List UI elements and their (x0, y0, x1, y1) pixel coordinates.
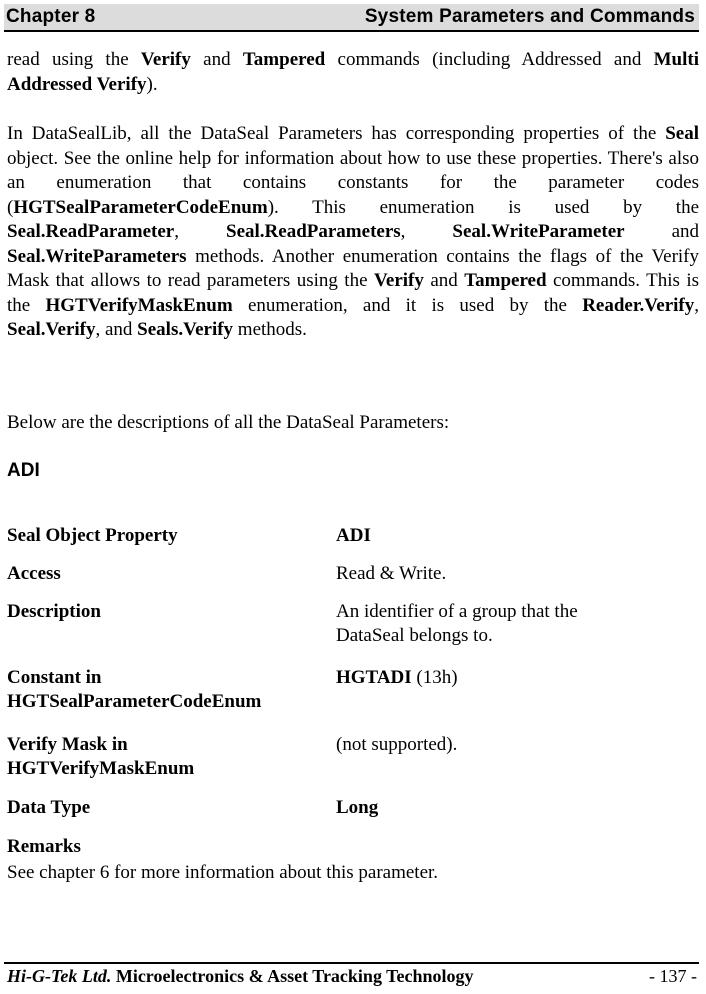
text-run: , and (95, 319, 138, 340)
property-value: ADI (336, 525, 371, 546)
property-value: Long (336, 797, 379, 818)
text-run: commands. This is the (7, 270, 700, 316)
constant-code: (13h) (411, 667, 458, 688)
paragraph-intro (7, 48, 699, 97)
term-parameter-code-enum: HGTSealParameterCodeEnum (13, 196, 268, 218)
term-verify-mask-enum: HGTVerifyMaskEnum (45, 294, 233, 316)
term-tampered: Tampered (242, 49, 326, 70)
text-run: , (400, 221, 453, 242)
company-name: Hi-G-Tek Ltd. (7, 966, 112, 986)
term-write-parameters: Seal.WriteParameters (7, 245, 187, 267)
remarks-text: See chapter 6 for more information about this parameter. (7, 862, 439, 883)
text-run: , (174, 221, 227, 242)
property-value: (not supported). (336, 734, 458, 755)
parameter-heading: ADI (7, 460, 40, 481)
term-reader-verify: Reader.Verify (582, 294, 695, 316)
remarks-heading: Remarks (7, 836, 81, 857)
term-read-parameters: Seal.ReadParameters (226, 221, 401, 242)
term-verify: Verify (140, 49, 191, 70)
chapter-label: Chapter 8 (6, 6, 96, 27)
text-run: and (423, 270, 465, 291)
page-header (4, 4, 699, 32)
text-run: , (694, 294, 699, 316)
text-run: methods. (233, 319, 307, 340)
term-tampered: Tampered (464, 270, 547, 291)
page-number: - 137 - (649, 966, 697, 986)
term-multi-addressed-verify: Multi Addressed Verify (7, 49, 700, 95)
property-value: Read & Write. (336, 563, 447, 584)
property-label: Access (7, 563, 61, 584)
term-read-parameter: Seal.ReadParameter (7, 221, 175, 242)
property-label: Data Type (7, 797, 91, 818)
text-run: and (190, 49, 243, 70)
property-label: Verify Mask in HGTVerifyMaskEnum (7, 734, 195, 779)
paragraph-dataseallib (7, 122, 699, 343)
section-title-header: System Parameters and Commands (364, 6, 695, 27)
text-run: In DataSealLib, all the DataSeal Parameters has corresponding properties of the (7, 123, 666, 144)
property-value (336, 666, 696, 690)
text-run: enumeration, and it is used by the (232, 294, 583, 316)
term-seals-verify: Seals.Verify (137, 319, 234, 340)
company-tagline: Microelectronics & Asset Tracking Technology (111, 966, 474, 986)
text-run: ). This enumeration is used by the (267, 196, 699, 218)
term-verify: Verify (373, 270, 424, 291)
property-label: Seal Object Property (7, 525, 178, 546)
constant-name: HGTADI (336, 667, 412, 688)
paragraph-descriptions-intro: Below are the descriptions of all the DataSeal Parameters: (7, 412, 450, 433)
text-run: object. See the online help for information about how to use these properties. There's also an enumeration that contains constants for the parameter codes ( (7, 147, 699, 218)
property-label: Description (7, 601, 101, 622)
term-seal: Seal (665, 123, 699, 144)
text-run: methods. Another enumeration contains the flags of the Verify Mask that allows to read parameters using the (7, 245, 699, 291)
footer-divider (4, 962, 699, 964)
text-run: commands (including Addressed and (325, 49, 654, 70)
term-seal-verify: Seal.Verify (7, 319, 96, 340)
page-footer (7, 966, 697, 987)
text-run: read using the (7, 49, 141, 70)
text-run: and (624, 221, 700, 242)
term-write-parameter: Seal.WriteParameter (452, 221, 625, 242)
property-value: An identifier of a group that the DataSeal belongs to. (336, 601, 578, 646)
text-run: ). (146, 73, 158, 95)
property-label: Constant in HGTSealParameterCodeEnum (7, 667, 262, 712)
